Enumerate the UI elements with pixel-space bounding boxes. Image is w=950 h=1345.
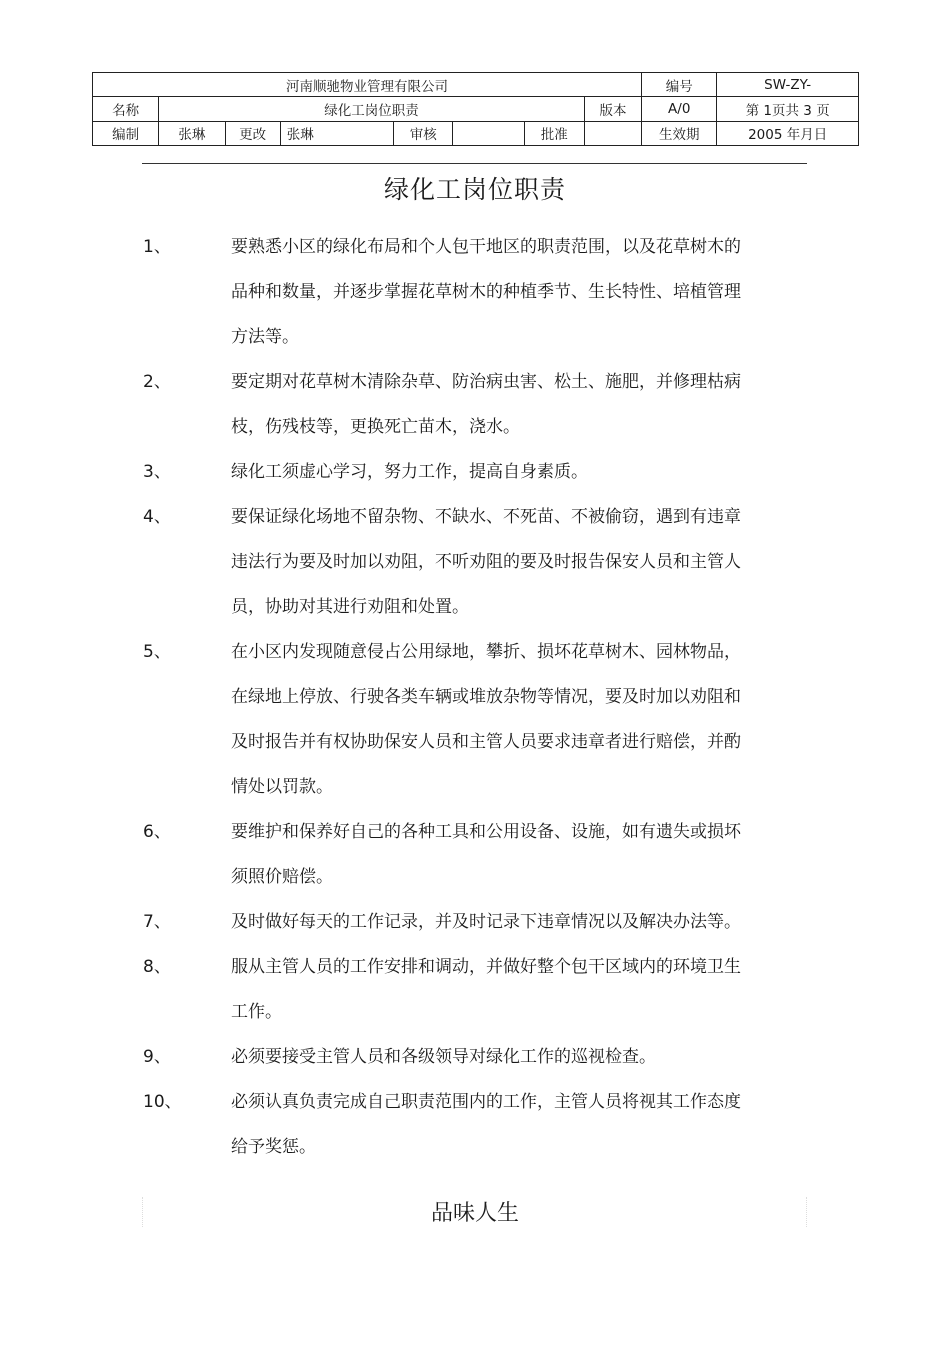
item-text-line: 在绿地上停放、行驶各类车辆或堆放杂物等情况，要及时加以劝阻和 [231,687,741,707]
revise-value: 张琳 [280,121,393,145]
item-text-line: 要保证绿化场地不留杂物、不缺水、不死苗、不被偷窃，遇到有违章 [231,507,741,527]
code-value: SW-ZY- [717,73,859,97]
item-text-line: 必须认真负责完成自己职责范围内的工作，主管人员将视其工作态度 [231,1092,741,1112]
version-label: 版本 [584,97,641,121]
item-text-line: 工作。 [231,1002,282,1022]
item-text-line: 须照价赔偿。 [231,867,333,887]
item-text-line: 在小区内发现随意侵占公用绿地，攀折、损坏花草树木、园林物品， [231,642,741,662]
company-name: 河南顺驰物业管理有限公司 [93,73,642,97]
name-value: 绿化工岗位职责 [159,97,585,121]
footer-slogan: 品味人生 [430,1201,519,1226]
item-text-line: 枝，伤残枝等，更换死亡苗木，浇水。 [231,417,520,437]
item-text-line: 品种和数量，并逐步掌握花草树木的种植季节、生长特性、培植管理 [231,282,741,302]
item-text-line: 要维护和保养好自己的各种工具和公用设备、设施，如有遗失或损坏 [231,822,741,842]
item-text-line: 违法行为要及时加以劝阻，不听劝阻的要及时报告保安人员和主管人 [231,552,741,572]
code-label: 编号 [642,73,717,97]
item-text-line: 给予奖惩。 [231,1137,316,1157]
item-number: 5、 [143,642,171,662]
item-number: 3、 [143,462,171,482]
document-title: 绿化工岗位职责 [383,175,566,204]
item-text-line: 及时报告并有权协助保安人员和主管人员要求违章者进行赔偿，并酌 [231,732,741,752]
item-number: 7、 [143,912,171,932]
approve-label: 批准 [524,121,584,145]
header-divider [142,163,807,164]
version-value: A/0 [642,97,717,121]
item-text-line: 方法等。 [231,327,299,347]
revise-label: 更改 [225,121,280,145]
item-number: 6、 [143,822,171,842]
item-text-line: 员，协助对其进行劝阻和处置。 [231,597,469,617]
page-info: 第 1页共 3 页 [717,97,859,121]
item-number: 2、 [143,372,171,392]
name-label: 名称 [93,97,159,121]
author-value: 张琳 [159,121,225,145]
item-text-line: 绿化工须虚心学习，努力工作，提高自身素质。 [231,462,588,482]
item-text-line: 必须要接受主管人员和各级领导对绿化工作的巡视检查。 [231,1047,656,1067]
item-number: 9、 [143,1047,171,1067]
effective-value: 2005 年月日 [717,121,859,145]
item-text-line: 要熟悉小区的绿化布局和个人包干地区的职责范围，以及花草树木的 [231,237,741,257]
item-number: 8、 [143,957,171,977]
item-number: 4、 [143,507,171,527]
document-header-table [92,72,859,146]
review-value [453,121,524,145]
author-label: 编制 [93,121,159,145]
effective-label: 生效期 [642,121,717,145]
item-number: 10、 [143,1092,182,1112]
review-label: 审核 [394,121,453,145]
approve-value [584,121,641,145]
item-number: 1、 [143,237,171,257]
item-text-line: 要定期对花草树木清除杂草、防治病虫害、松土、施肥，并修理枯病 [231,372,741,392]
item-text-line: 服从主管人员的工作安排和调动，并做好整个包干区域内的环境卫生 [231,957,741,977]
item-text-line: 情处以罚款。 [231,777,333,797]
item-text-line: 及时做好每天的工作记录，并及时记录下违章情况以及解决办法等。 [231,912,741,932]
